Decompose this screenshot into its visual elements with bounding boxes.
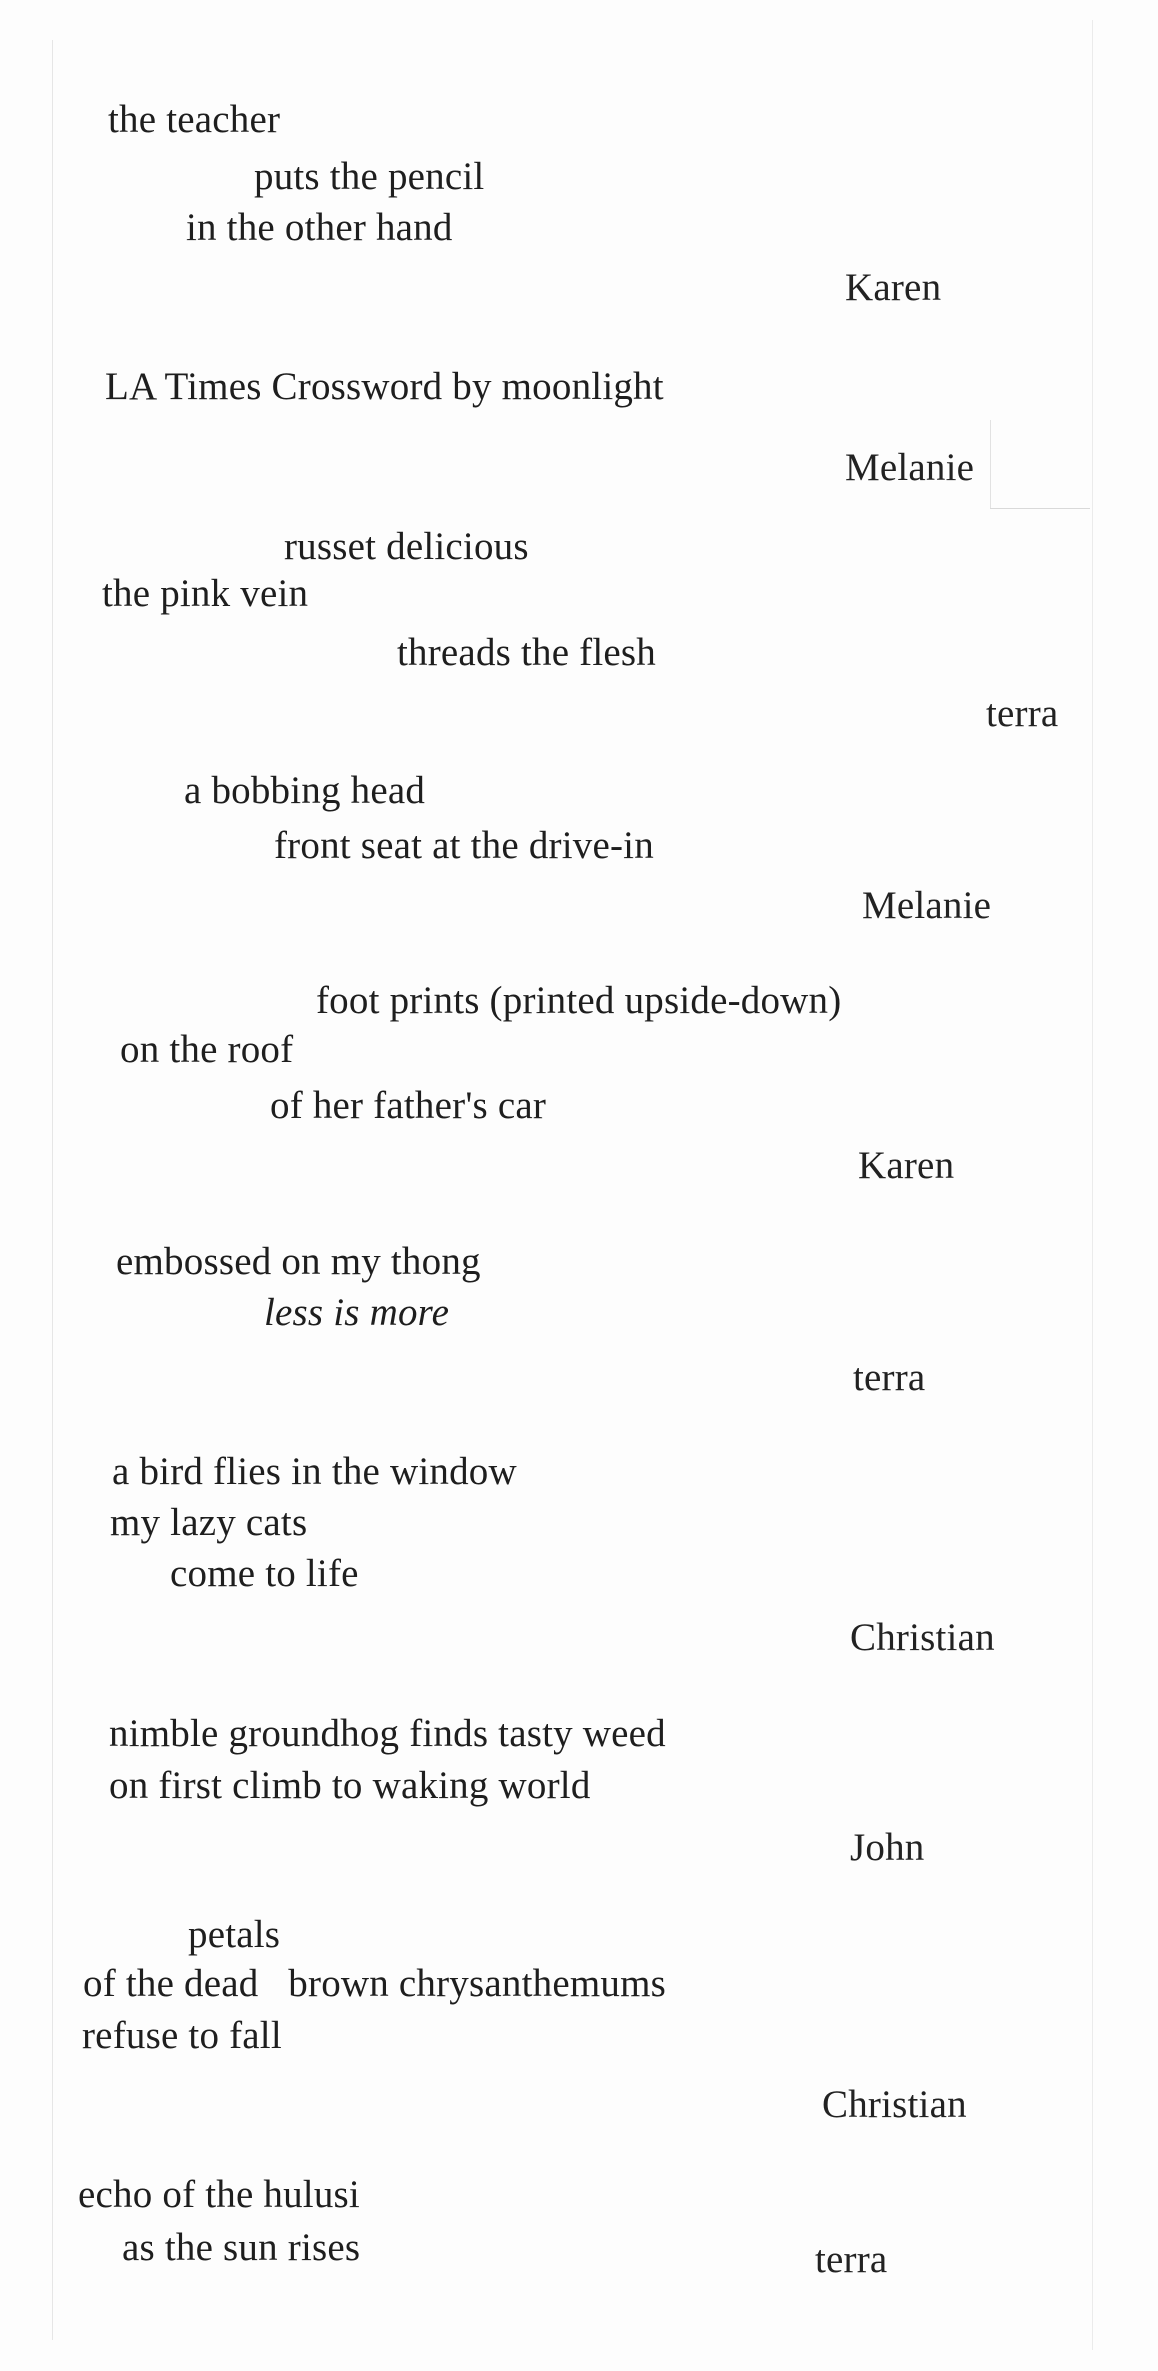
poem-line: of her father's car	[270, 1084, 547, 1127]
poem-line: puts the pencil	[254, 155, 485, 198]
poem-line: russet delicious	[284, 525, 529, 568]
paste-seam-horizontal	[990, 508, 1090, 509]
poem-line: on the roof	[120, 1028, 294, 1071]
poem-line: refuse to fall	[82, 2014, 282, 2057]
poem-line: the pink vein	[102, 572, 309, 615]
paste-seam-vertical	[990, 420, 991, 508]
poem-line: of the dead brown chrysanthemums	[83, 1962, 666, 2005]
poem-author: Melanie	[862, 884, 992, 927]
poem-line: LA Times Crossword by moonlight	[105, 365, 664, 408]
poem-line: as the sun rises	[122, 2226, 361, 2269]
scan-edge-right	[1092, 20, 1093, 2350]
poem-line: a bobbing head	[184, 769, 426, 812]
poem-author: Karen	[845, 266, 942, 309]
poem-line: a bird flies in the window	[112, 1450, 517, 1493]
poem-line: nimble groundhog finds tasty weed	[109, 1712, 666, 1755]
poem-line: echo of the hulusi	[78, 2173, 360, 2216]
poem-line: petals	[188, 1913, 281, 1956]
poem-line: threads the flesh	[397, 631, 656, 674]
poem-author: terra	[853, 1356, 926, 1399]
poem-author: Melanie	[845, 446, 975, 489]
poem-line: in the other hand	[186, 206, 453, 249]
poem-author: Karen	[858, 1144, 955, 1187]
poem-line: foot prints (printed upside-down)	[316, 979, 842, 1022]
scan-edge-left	[52, 40, 53, 2340]
poem-line: come to life	[170, 1552, 359, 1595]
poem-author: Christian	[850, 1616, 995, 1659]
poem-line: embossed on my thong	[116, 1240, 481, 1283]
poem-line: on first climb to waking world	[109, 1764, 591, 1807]
poem-line: the teacher	[108, 98, 281, 141]
poem-line: front seat at the drive-in	[274, 824, 654, 867]
poem-author: terra	[815, 2238, 888, 2281]
poem-author: Christian	[822, 2083, 967, 2126]
poem-author: John	[850, 1826, 925, 1869]
poem-line-italic: less is more	[264, 1291, 450, 1334]
poem-line: my lazy cats	[110, 1501, 308, 1544]
poem-author: terra	[986, 692, 1059, 735]
